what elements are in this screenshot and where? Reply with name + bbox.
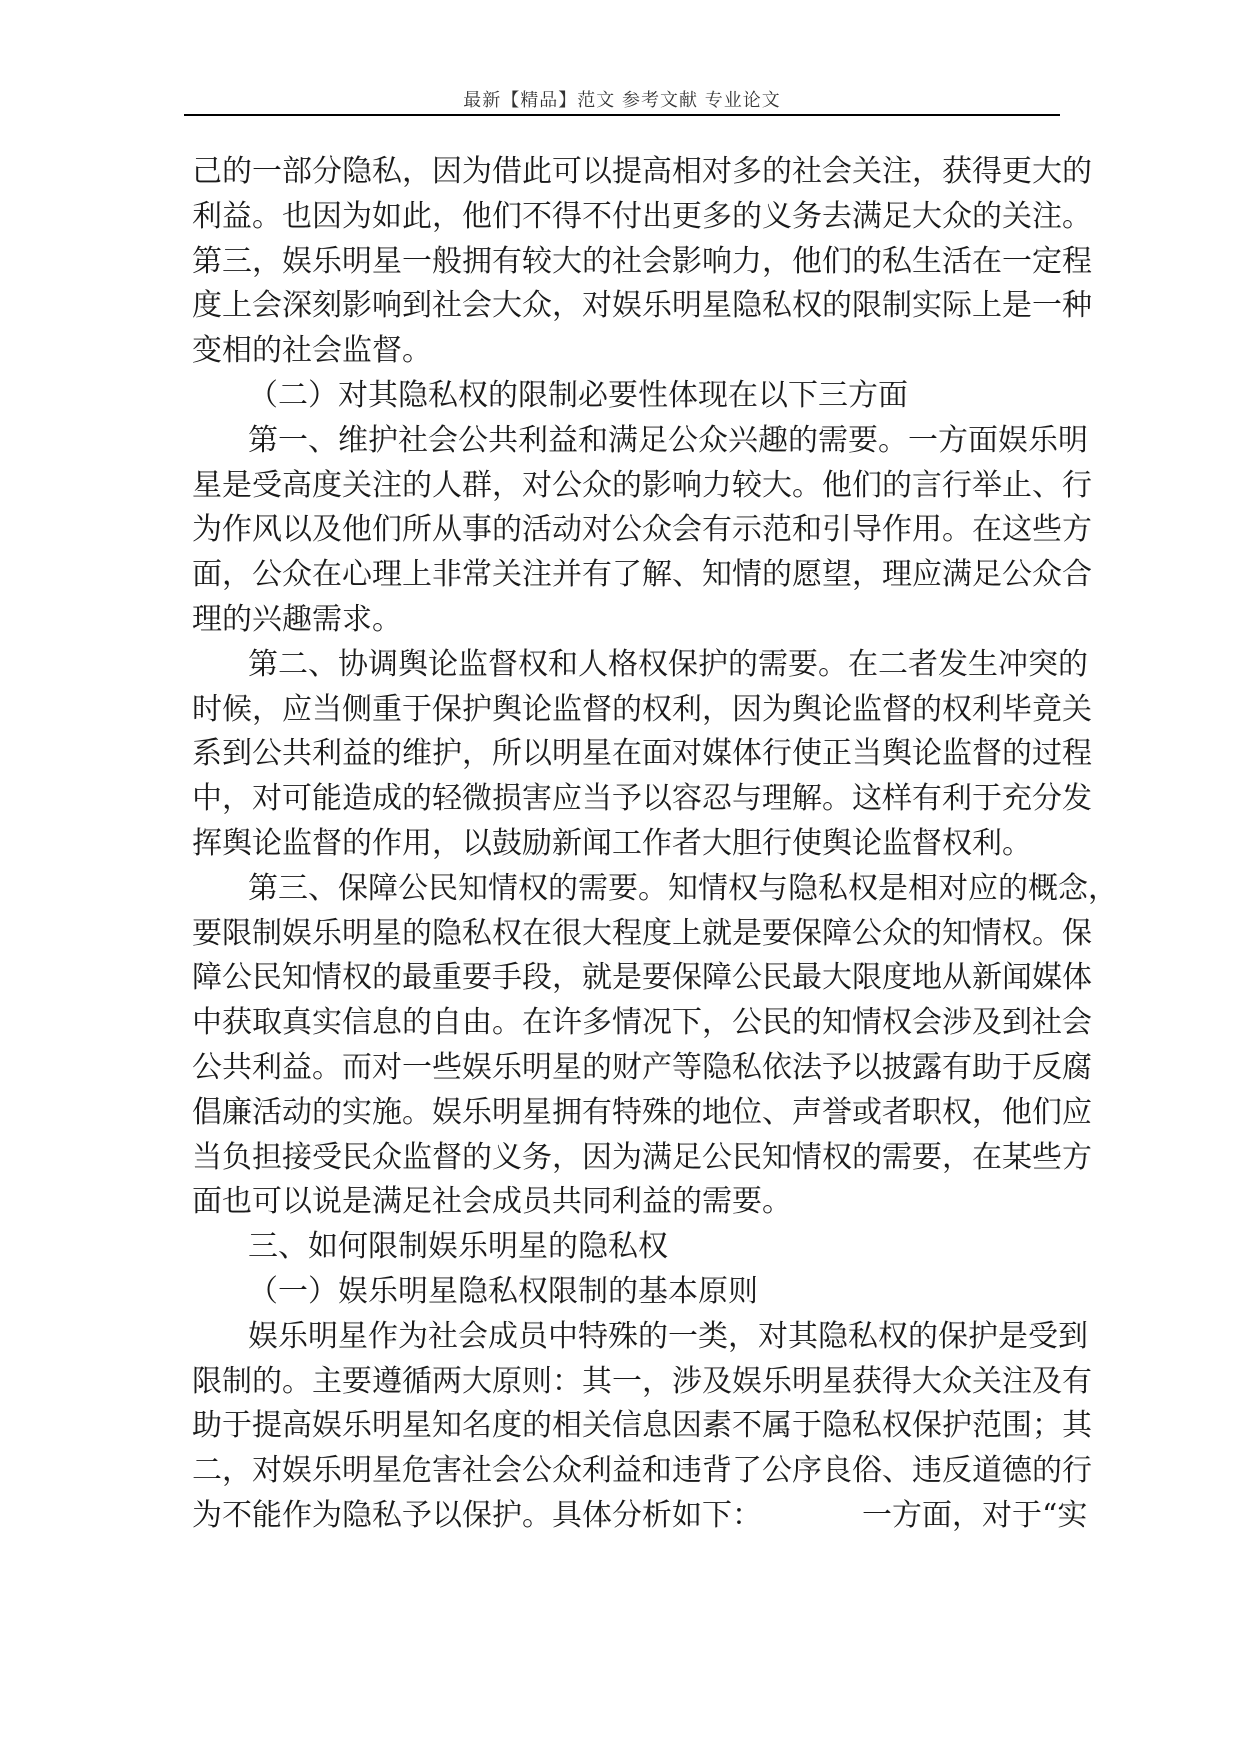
text-segment: 为不能作为隐私予以保护。具体分析如下： (192, 1497, 762, 1533)
text-line: 限制的。主要遵循两大原则：其一，涉及娱乐明星获得大众关注及有 (192, 1363, 1092, 1399)
text-line: 系到公共利益的维护，所以明星在面对媒体行使正当舆论监督的过程 (192, 736, 1092, 772)
text-line: 星是受高度关注的人群，对公众的影响力较大。他们的言行举止、行 (192, 467, 1092, 503)
text-line: 中获取真实信息的自由。在许多情况下，公民的知情权会涉及到社会 (192, 1005, 1092, 1041)
text-line: 理的兴趣需求。 (192, 601, 402, 637)
text-line: 第一、维护社会公共利益和满足公众兴趣的需要。一方面娱乐明 (248, 422, 1088, 458)
text-line: 挥舆论监督的作用，以鼓励新闻工作者大胆行使舆论监督权利。 (192, 825, 1032, 861)
subsection-heading: （一）娱乐明星隐私权限制的基本原则 (248, 1273, 758, 1309)
text-line: 公共利益。而对一些娱乐明星的财产等隐私依法予以披露有助于反腐 (192, 1049, 1092, 1085)
page-header: 最新【精品】范文 参考文献 专业论文 (463, 90, 781, 111)
text-line: 变相的社会监督。 (192, 333, 432, 369)
text-line: 中，对可能造成的轻微损害应当予以容忍与理解。这样有利于充分发 (192, 781, 1092, 817)
body-text (192, 150, 1118, 1539)
text-line: 利益。也因为如此，他们不得不付出更多的义务去满足大众的关注。 (192, 198, 1092, 234)
text-line: 倡廉活动的实施。娱乐明星拥有特殊的地位、声誉或者职权，他们应 (192, 1094, 1092, 1130)
text-line: 娱乐明星作为社会成员中特殊的一类，对其隐私权的保护是受到 (248, 1318, 1088, 1354)
text-line: 己的一部分隐私，因为借此可以提高相对多的社会关注，获得更大的 (192, 154, 1092, 189)
text-line: 二，对娱乐明星危害社会公众利益和违背了公序良俗、违反道德的行 (192, 1453, 1092, 1489)
header-rule (184, 114, 1060, 116)
text-line: 要限制娱乐明星的隐私权在很大程度上就是要保障公众的知情权。保 (192, 915, 1092, 951)
text-line: 第三、保障公民知情权的需要。知情权与隐私权是相对应的概念， (248, 870, 1118, 906)
text-line: 为作风以及他们所从事的活动对公众会有示范和引导作用。在这些方 (192, 512, 1092, 548)
text-line: 第二、协调舆论监督权和人格权保护的需要。在二者发生冲突的 (248, 646, 1088, 682)
text-line: 助于提高娱乐明星知名度的相关信息因素不属于隐私权保护范围；其 (192, 1408, 1092, 1444)
text-line: 第三，娱乐明星一般拥有较大的社会影响力，他们的私生活在一定程 (192, 243, 1092, 279)
text-line: 障公民知情权的最重要手段，就是要保障公民最大限度地从新闻媒体 (192, 960, 1092, 996)
section-heading: 三、如何限制娱乐明星的隐私权 (248, 1229, 668, 1265)
text-line: 时候，应当侧重于保护舆论监督的权利，因为舆论监督的权利毕竟关 (192, 691, 1092, 727)
text-line: 面也可以说是满足社会成员共同利益的需要。 (192, 1184, 792, 1220)
text-line: 当负担接受民众监督的义务，因为满足公民知情权的需要，在某些方 (192, 1139, 1092, 1175)
text-line: 面，公众在心理上非常关注并有了解、知情的愿望，理应满足公众合 (192, 557, 1092, 593)
text-line: 度上会深刻影响到社会大众，对娱乐明星隐私权的限制实际上是一种 (192, 288, 1092, 324)
section-heading: （二）对其隐私权的限制必要性体现在以下三方面 (248, 377, 908, 413)
text-line (192, 1494, 1088, 1539)
text-segment: 一方面，对于“实 (862, 1497, 1088, 1533)
